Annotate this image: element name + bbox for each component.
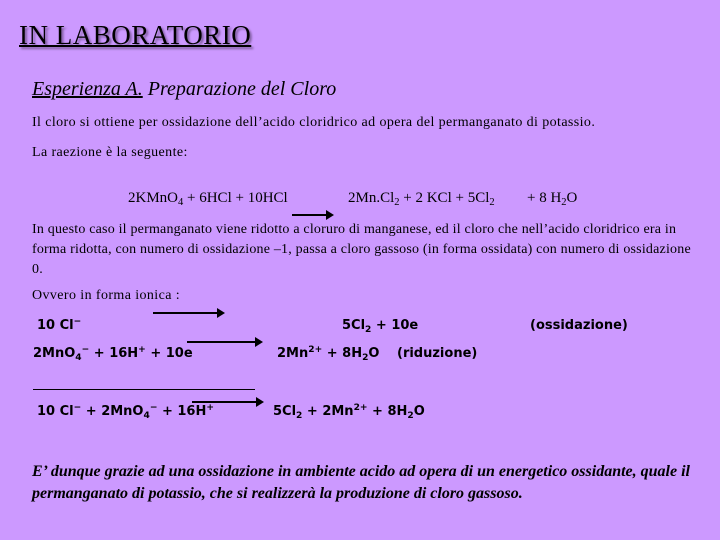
page-title: IN LABORATORIO xyxy=(19,20,252,50)
reaction-intro: La raezione è la seguente: xyxy=(32,145,188,160)
total-arrow xyxy=(192,401,262,403)
explanation-text: In questo caso il permanganato viene ridotto a cloruro di manganese, ed il cloro che nell’acido cloridrico era in forma ridotta, con numero di ossidazione –1, passa a cloro gassoso (in forma ossidata) con numero di ossidazione 0. xyxy=(32,222,691,277)
oxidation-arrow xyxy=(153,312,223,314)
half-reaction-reduction-right: $2Mn^{2+} + 8H_2O$ xyxy=(277,345,380,363)
reaction-water: + 8 $H_2O$ xyxy=(527,190,578,208)
experiment-subtitle xyxy=(32,78,336,101)
experiment-title: Preparazione del Cloro xyxy=(147,78,337,100)
sum-divider xyxy=(33,389,255,390)
oxidation-note: (ossidazione) xyxy=(530,318,628,333)
reduction-note: (riduzione) xyxy=(397,346,478,361)
reaction-arrow xyxy=(292,214,332,216)
reaction-products: $2Mn.Cl_2 + 2$ KCl + $5Cl_2$ xyxy=(348,190,495,208)
half-reaction-oxidation-right: $5Cl_2 + 10e$ xyxy=(342,318,419,335)
conclusion-text: E’ dunque grazie ad una ossidazione in ambiente acido ad opera di un energetico ossidante, quale il permanganato di potassio, che si realizzerà la produzione di cloro gassoso. xyxy=(32,463,690,502)
experiment-label: Esperienza A. xyxy=(32,78,143,100)
reaction-reactants: 2KMnO$_4$ + 6HCl + 10HCl xyxy=(128,190,288,208)
total-reaction-left: 10 Cl− + 2MnO$_4$− + 16H+ xyxy=(37,403,214,421)
intro-text: Il cloro si ottiene per ossidazione dell’acido cloridrico ad opera del permanganato di potassio. xyxy=(32,115,596,130)
half-reaction-reduction-left: 2MnO$_4$− + 16H+ + 10e xyxy=(33,345,193,363)
reduction-arrow xyxy=(187,341,261,343)
half-reaction-oxidation-left: 10 Cl− xyxy=(37,317,82,333)
ionic-intro: Ovvero in forma ionica : xyxy=(32,288,181,303)
total-reaction-right: $5Cl_2 + 2Mn^{2+} + 8H_2O$ xyxy=(273,403,425,421)
